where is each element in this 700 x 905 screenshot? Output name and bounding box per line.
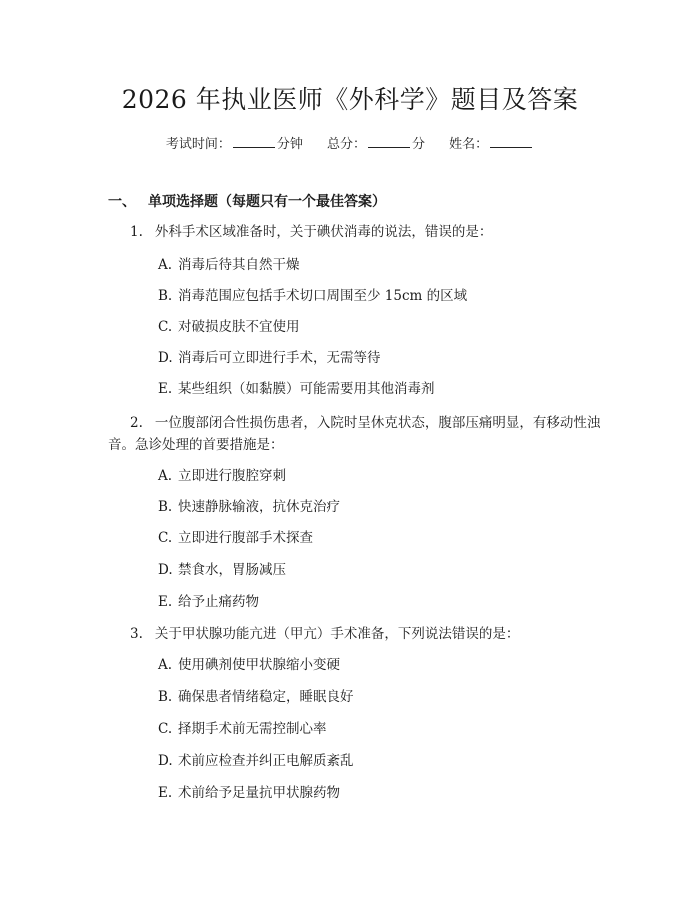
option-text: 对破损皮肤不宜使用 (178, 319, 300, 335)
question-text: 一位腹部闭合性损伤患者，入院时呈休克状态，腹部压痛明显，有移动性浊音。急诊处理的首要措施是： (108, 415, 601, 453)
option-text: 立即进行腹腔穿刺 (178, 468, 286, 484)
option-3a (158, 655, 340, 675)
option-letter: A. (158, 468, 173, 484)
option-text: 消毒范围应包括手术切口周围至少 15cm 的区域 (178, 288, 468, 304)
document-title: 2026 年执业医师《外科学》题目及答案 (121, 85, 579, 114)
option-letter: A. (158, 257, 173, 273)
option-text: 消毒后待其自然干燥 (178, 257, 300, 273)
question-number: 2. (130, 415, 143, 431)
exam-time-label: 考试时间： (165, 137, 231, 152)
option-1d (158, 348, 381, 368)
option-letter: D. (158, 562, 173, 578)
option-letter: B. (158, 288, 173, 304)
option-letter: B. (158, 499, 173, 515)
exam-time-blank (233, 146, 275, 148)
option-1e (158, 379, 435, 399)
option-letter: C. (158, 530, 173, 546)
option-letter: E. (158, 381, 173, 397)
option-letter: D. (158, 350, 173, 366)
section-title: 单项选择题（每题只有一个最佳答案） (148, 194, 386, 210)
option-text: 确保患者情绪稳定，睡眠良好 (178, 689, 354, 705)
option-3c (158, 719, 327, 739)
option-text: 术前应检查并纠正电解质紊乱 (178, 753, 354, 769)
option-2a (158, 466, 286, 486)
option-text: 使用碘剂使甲状腺缩小变硬 (178, 657, 340, 673)
section-number: 一、 (108, 194, 136, 210)
question-number: 3. (130, 626, 143, 642)
option-letter: D. (158, 753, 173, 769)
total-score-label: 总分： (326, 137, 366, 152)
total-score-unit: 分 (412, 137, 426, 152)
option-text: 术前给予足量抗甲状腺药物 (178, 785, 340, 801)
option-3e (158, 783, 340, 803)
option-3d (158, 751, 354, 771)
option-text: 给予止痛药物 (178, 594, 259, 610)
option-letter: E. (158, 594, 173, 610)
option-letter: C. (158, 721, 173, 737)
section-heading (108, 191, 386, 211)
question-text: 外科手术区域准备时，关于碘伏消毒的说法，错误的是： (154, 224, 493, 240)
option-1b (158, 286, 467, 306)
option-2e (158, 592, 259, 612)
option-text: 某些组织（如黏膜）可能需要用其他消毒剂 (178, 381, 435, 397)
option-letter: C. (158, 319, 173, 335)
exam-time (166, 133, 303, 152)
option-text: 禁食水，胃肠减压 (178, 562, 286, 578)
option-3b (158, 687, 354, 707)
question-text: 关于甲状腺功能亢进（甲亢）手术准备，下列说法错误的是： (154, 626, 520, 642)
student-name (449, 133, 534, 152)
option-2b (158, 497, 340, 517)
option-text: 消毒后可立即进行手术，无需等待 (178, 350, 381, 366)
option-2d (158, 560, 286, 580)
question-3 (130, 623, 600, 645)
option-letter: B. (158, 689, 173, 705)
exam-time-unit: 分钟 (276, 137, 303, 152)
student-name-blank (490, 146, 532, 148)
option-text: 立即进行腹部手术探查 (178, 530, 313, 546)
exam-meta (0, 133, 700, 152)
option-text: 快速静脉输液，抗休克治疗 (178, 499, 340, 515)
student-name-label: 姓名： (449, 137, 489, 152)
question-2 (108, 412, 603, 456)
option-text: 择期手术前无需控制心率 (178, 721, 327, 737)
option-letter: E. (158, 785, 173, 801)
option-letter: A. (158, 657, 173, 673)
question-number: 1. (130, 224, 143, 240)
total-score-blank (368, 146, 410, 148)
option-1c (158, 317, 300, 337)
option-2c (158, 528, 313, 548)
option-1a (158, 255, 300, 275)
question-1 (130, 221, 600, 243)
total-score (327, 133, 425, 152)
